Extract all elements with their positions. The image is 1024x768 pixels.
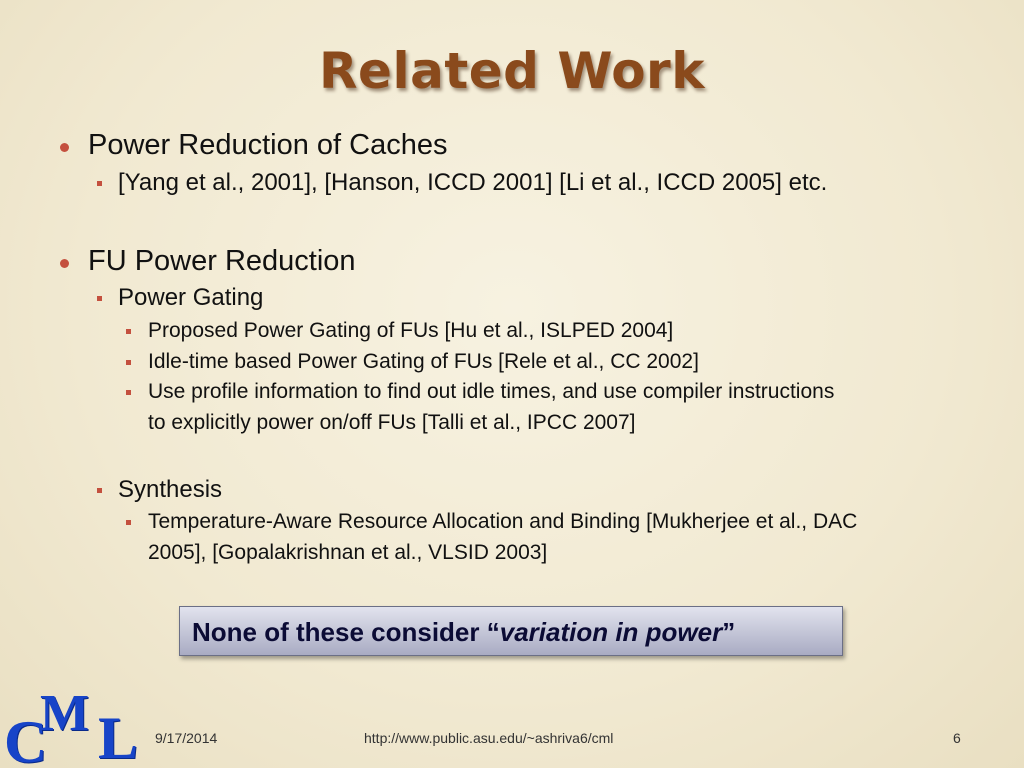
bullet-caches-heading: Power Reduction of Caches: [88, 129, 448, 161]
logo-letter-l: L: [98, 705, 139, 768]
bullet-square: [126, 360, 131, 365]
bullet-gating-item: Proposed Power Gating of FUs [Hu et al., ISLPED 2004]: [148, 319, 674, 342]
bullet-fu-heading: FU Power Reduction: [88, 245, 356, 277]
bullet-gating-item: Use profile information to find out idle times, and use compiler instructions: [148, 380, 835, 403]
cml-logo: [4, 685, 154, 768]
footer-url: http://www.public.asu.edu/~ashriva6/cml: [364, 730, 614, 746]
bullet-synthesis-item-continued: 2005], [Gopalakrishnan et al., VLSID 2003]: [148, 541, 548, 564]
bullet-synthesis-item: Temperature-Aware Resource Allocation and Binding [Mukherjee et al., DAC: [148, 510, 858, 533]
callout-quote-open: “: [486, 617, 500, 647]
bullet-square: [126, 390, 131, 395]
bullet-square: [97, 181, 102, 186]
bullet-gating-item-continued: to explicitly power on/off FUs [Talli et al., IPCC 2007]: [148, 411, 636, 434]
bullet-square: [126, 329, 131, 334]
bullet-caches-refs: [Yang et al., 2001], [Hanson, ICCD 2001] [Li et al., ICCD 2005] etc.: [118, 169, 828, 196]
slide-title: Related Work: [319, 42, 705, 100]
callout-box: [179, 606, 843, 656]
callout-quote-close: ”: [722, 617, 736, 647]
bullet-synthesis: Synthesis: [118, 476, 223, 503]
bullet-dot: [60, 143, 69, 152]
footer-date: 9/17/2014: [155, 730, 218, 746]
bullet-square: [97, 296, 102, 301]
logo-letter-m: M: [40, 685, 90, 742]
bullet-gating-item: Idle-time based Power Gating of FUs [Rele et al., CC 2002]: [148, 350, 699, 373]
callout-emphasis: variation in power: [499, 617, 723, 647]
bullet-square: [97, 488, 102, 493]
bullet-square: [126, 520, 131, 525]
bullet-power-gating: Power Gating: [118, 284, 264, 311]
logo-letter-c: C: [4, 709, 48, 768]
callout-prefix: None of these consider: [192, 617, 487, 647]
footer-page-number: 6: [953, 730, 961, 746]
bullet-dot: [60, 259, 69, 268]
